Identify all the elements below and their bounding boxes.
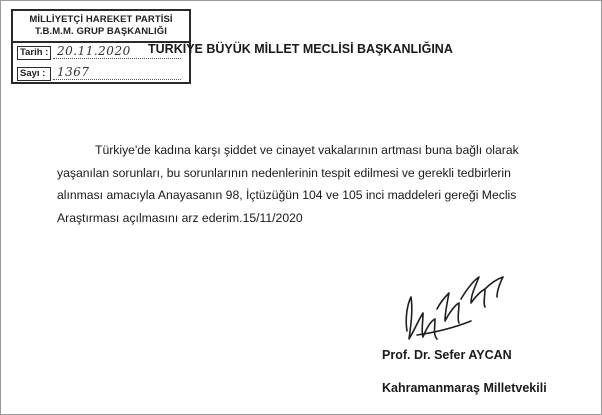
stamp-number-dots: [53, 79, 181, 80]
stamp-header: [13, 11, 189, 43]
stamp-number-row: [13, 64, 189, 84]
document-heading: TÜRKİYE BÜYÜK MİLLET MECLİSİ BAŞKANLIĞINA: [148, 42, 453, 56]
stamp-party-name: MİLLİYETÇİ HAREKET PARTİSİ: [29, 14, 173, 25]
signer-name: Prof. Dr. Sefer AYCAN: [382, 348, 512, 362]
stamp-date-dots: [53, 58, 181, 59]
stamp-date-label: Tarih :: [17, 46, 51, 60]
stamp-group-name: T.B.M.M. GRUP BAŞKANLIĞI: [34, 26, 168, 37]
body-line: Araştırması açılmasını arz ederim.15/11/2020: [57, 210, 303, 225]
stamp-date-value: 20.11.2020: [57, 44, 131, 58]
body-line: Türkiye'de kadına karşı şiddet ve cinayet vakalarının artması buna bağlı olarak: [95, 143, 519, 157]
body-line: yaşanılan sorunları, bu sorunlarının nedenlerinin tespit edilmesi ve gerekli tedbirlerin: [57, 165, 511, 180]
stamp-number-value: 1367: [57, 65, 90, 79]
body-line: alınması amacıyla Anayasanın 98, İçtüzüğün 104 ve 105 inci maddeleri gereği Meclis: [57, 188, 517, 203]
stamp-number-label: Sayı :: [17, 67, 51, 81]
handwritten-signature: [401, 269, 511, 349]
signer-title: Kahramanmaraş Milletvekili: [382, 381, 547, 395]
document-body: [57, 139, 597, 229]
